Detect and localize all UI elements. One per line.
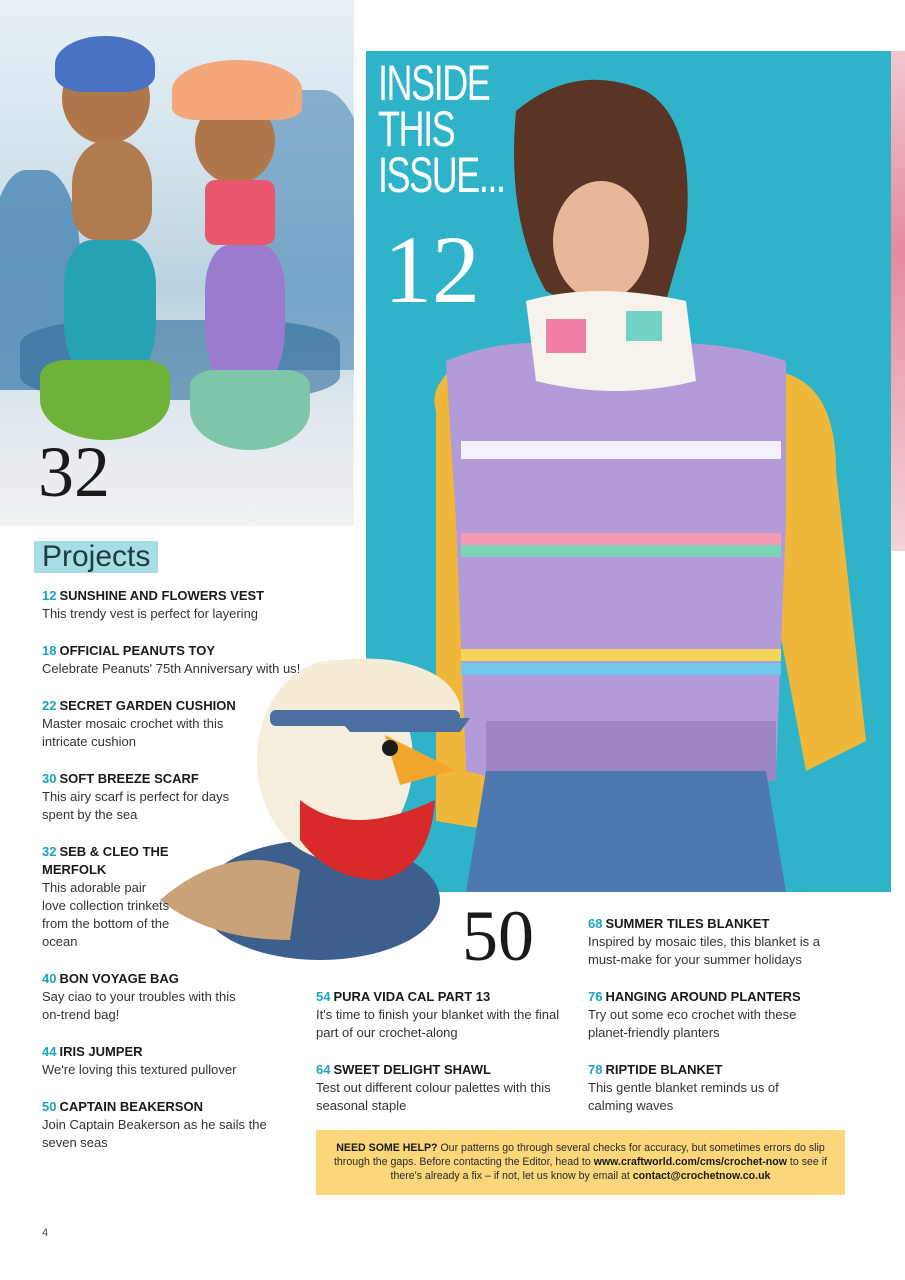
help-url-link[interactable]: www.craftworld.com/cms/crochet-now (593, 1156, 787, 1168)
project-desc: Join Captain Beakerson as he sails the seven seas (42, 1117, 267, 1150)
project-title: 12 SUNSHINE AND FLOWERS VEST (42, 588, 265, 603)
project-title: 30 SOFT BREEZE SCARF (42, 771, 199, 786)
project-item[interactable] (42, 970, 242, 1024)
project-desc: Try out some eco crochet with these planet-friendly planters (588, 1007, 797, 1040)
help-email-link[interactable]: contact@crochetnow.co.uk (632, 1170, 771, 1182)
adjacent-page-edge (891, 51, 905, 551)
project-item[interactable] (316, 1061, 566, 1115)
project-item[interactable] (588, 915, 838, 969)
project-desc: This adorable pair love collection trinkets from the bottom of the ocean (42, 880, 170, 949)
project-title: 76 HANGING AROUND PLANTERS (588, 989, 801, 1004)
project-desc: We're loving this textured pullover (42, 1062, 237, 1077)
project-item[interactable] (316, 988, 566, 1042)
help-box (316, 1130, 845, 1195)
inside-this-issue-heading: INSIDE THIS ISSUE... (378, 55, 505, 203)
project-item[interactable] (42, 1043, 262, 1079)
project-item[interactable] (588, 988, 828, 1042)
project-item[interactable] (42, 642, 302, 678)
project-desc: It's time to finish your blanket with the final part of our crochet-along (316, 1007, 560, 1040)
project-desc: Celebrate Peanuts' 75th Anniversary with us! (42, 661, 301, 676)
help-text-2: to see if there's already a fix – if not, let us know by email at (390, 1156, 828, 1182)
project-desc: This trendy vest is perfect for layering (42, 606, 259, 621)
project-title: 78 RIPTIDE BLANKET (588, 1062, 723, 1077)
help-text-1: Our patterns go through several checks for accuracy, but sometimes errors do slip through the gaps. Before contacting the Editor, head to (333, 1142, 825, 1168)
project-item[interactable] (588, 1061, 808, 1115)
project-desc: Inspired by mosaic tiles, this blanket is a must-make for your summer holidays (588, 934, 820, 967)
project-item[interactable] (42, 587, 312, 623)
project-desc: Say ciao to your troubles with this on-trend bag! (42, 989, 236, 1022)
help-label: NEED SOME HELP? (336, 1142, 438, 1154)
project-title: 22 SECRET GARDEN CUSHION (42, 698, 236, 713)
project-item[interactable] (42, 770, 262, 824)
merfolk-page-number: 32 (38, 432, 110, 512)
project-item[interactable] (42, 1098, 272, 1152)
project-desc: Test out different colour palettes with this seasonal staple (316, 1080, 551, 1113)
project-title: 64 SWEET DELIGHT SHAWL (316, 1062, 491, 1077)
project-desc: This gentle blanket reminds us of calming waves (588, 1080, 779, 1113)
projects-heading: Projects (34, 541, 158, 573)
project-title: 32 SEB & CLEO THE MERFOLK (42, 844, 169, 877)
project-title: 40 BON VOYAGE BAG (42, 971, 179, 986)
project-desc: This airy scarf is perfect for days spent by the sea (42, 789, 230, 822)
seagull-page-number: 50 (462, 896, 534, 976)
project-title: 54 PURA VIDA CAL PART 13 (316, 989, 491, 1004)
project-desc: Master mosaic crochet with this intricate cushion (42, 716, 224, 749)
vest-page-number: 12 (384, 216, 480, 323)
project-title: 44 IRIS JUMPER (42, 1044, 143, 1059)
project-item[interactable] (42, 697, 242, 751)
project-title: 18 OFFICIAL PEANUTS TOY (42, 643, 215, 658)
page-number: 4 (42, 1227, 49, 1239)
project-item[interactable] (42, 843, 172, 951)
project-title: 50 CAPTAIN BEAKERSON (42, 1099, 203, 1114)
project-title: 68 SUMMER TILES BLANKET (588, 916, 770, 931)
